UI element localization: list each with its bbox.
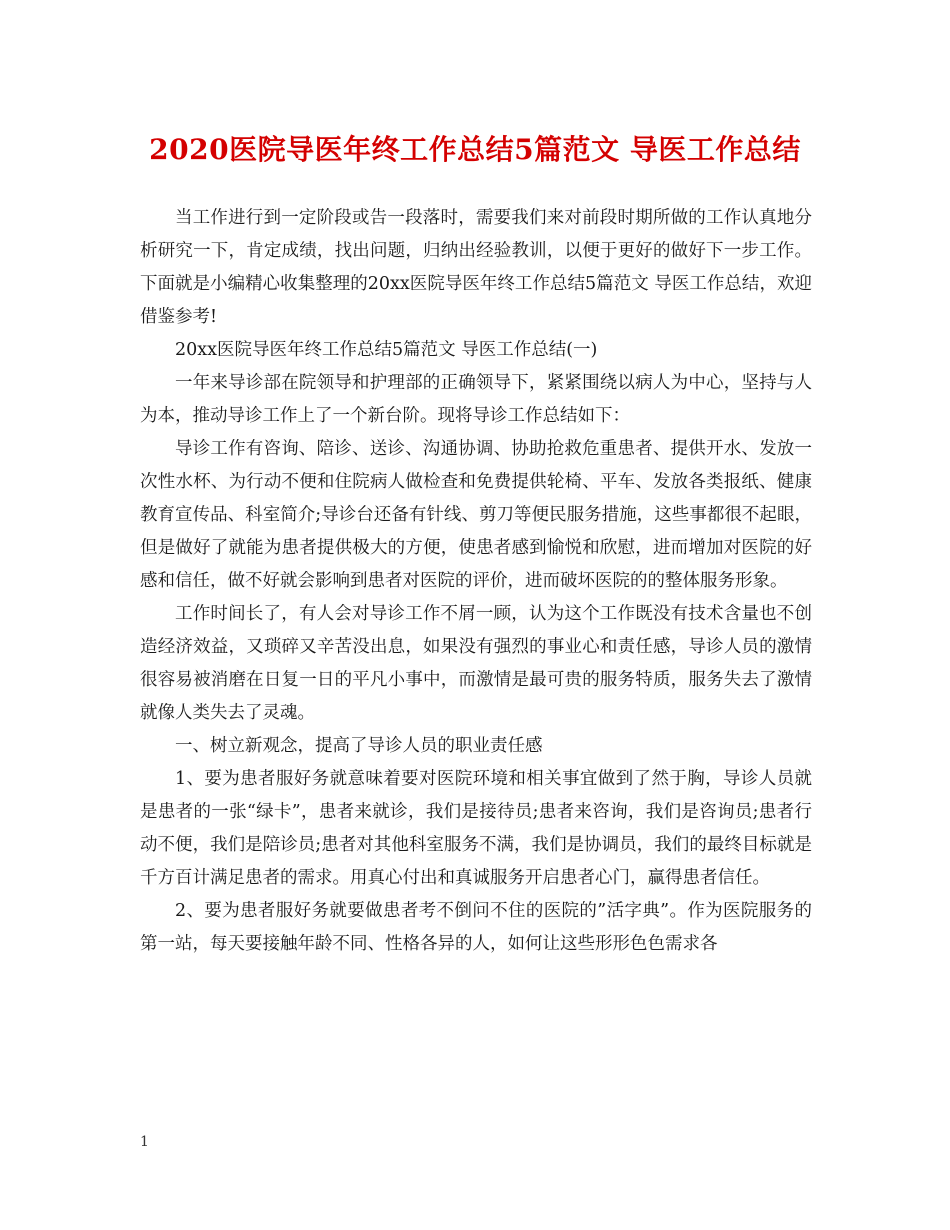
paragraph-subtitle: 20xx医院导医年终工作总结5篇范文 导医工作总结(一) xyxy=(175,340,598,360)
paragraph: 一年来导诊部在院领导和护理部的正确领导下，紧紧围绕以病人为中心，坚持与人为本，推动导诊工作上了一个新台阶。现将导诊工作总结如下： xyxy=(140,373,812,426)
page-number: 1 xyxy=(140,1134,149,1150)
paragraph: 工作时间长了，有人会对导诊工作不屑一顾，认为这个工作既没有技术含量也不创造经济效益，又琐碎又辛苦没出息，如果没有强烈的事业心和责任感，导诊人员的激情很容易被消磨在日复一日的平凡小事中，而激情是最可贵的服务特质，服务失去了激情就像人类失去了灵魂。 xyxy=(140,604,812,723)
paragraph: 1、要为患者服好务就意味着要对医院环境和相关事宜做到了然于胸，导诊人员就是患者的一张“绿卡”，患者来就诊，我们是接待员;患者来咨询，我们是咨询员;患者行动不便，我们是陪诊员;患者对其他科室服务不满，我们是协调员，我们的最终目标就是千方百计满足患者的需求。用真心付出和真诚服务开启患者心门，赢得患者信任。 xyxy=(140,769,812,888)
paragraph: 2、要为患者服好务就要做患者考不倒问不住的医院的”活字典”。作为医院服务的第一站，每天要接触年龄不同、性格各异的人，如何让这些形形色色需求各 xyxy=(140,901,812,954)
paragraph-intro: 当工作进行到一定阶段或告一段落时，需要我们来对前段时期所做的工作认真地分析研究一下，肯定成绩，找出问题，归纳出经验教训，以便于更好的做好下一步工作。下面就是小编精心收集整理的20xx医院导医年终工作总结5篇范文 导医工作总结，欢迎借鉴参考! xyxy=(140,208,812,327)
section-heading: 一、树立新观念，提高了导诊人员的职业责任感 xyxy=(175,736,543,756)
paragraph: 导诊工作有咨询、陪诊、送诊、沟通协调、协助抢救危重患者、提供开水、发放一次性水杯、为行动不便和住院病人做检查和免费提供轮椅、平车、发放各类报纸、健康教育宣传品、科室简介;导诊台还备有针线、剪刀等便民服务措施，这些事都很不起眼，但是做好了就能为患者提供极大的方便，使患者感到愉悦和欣慰，进而增加对医院的好感和信任，做不好就会影响到患者对医院的评价，进而破坏医院的的整体服务形象。 xyxy=(140,439,812,591)
document-body xyxy=(140,202,812,961)
document-title: 2020医院导医年终工作总结5篇范文 导医工作总结 xyxy=(149,133,801,166)
